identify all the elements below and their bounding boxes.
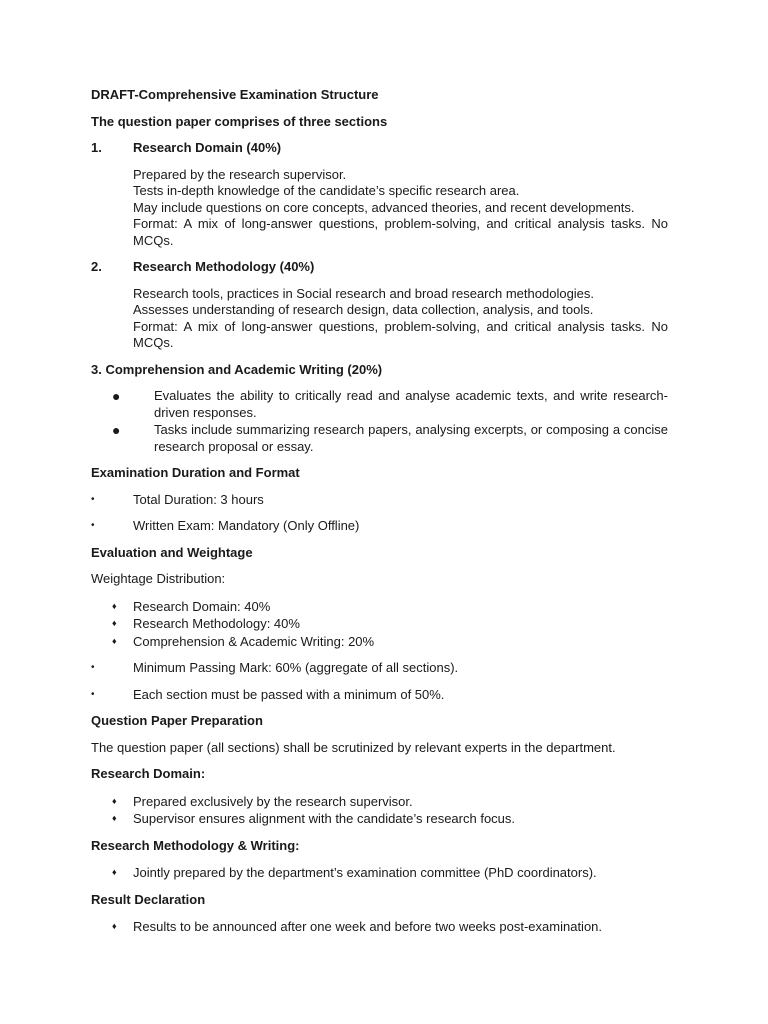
list-item xyxy=(91,660,668,677)
section-1-format-line: Format: A mix of long-answer questions, problem-solving, and critical analysis tasks. No xyxy=(133,216,668,231)
section-2-format-line: Format: A mix of long-answer questions, problem-solving, and critical analysis tasks. No xyxy=(133,318,668,334)
methodology-writing-heading: Research Methodology & Writing: xyxy=(91,837,300,853)
list-item-text: Research Domain: 40% xyxy=(133,598,271,614)
section-1-heading xyxy=(91,140,668,157)
preparation-heading: Question Paper Preparation xyxy=(91,713,263,728)
research-domain-list xyxy=(91,793,668,828)
list-item-text: Total Duration: 3 hours xyxy=(133,491,264,507)
list-item xyxy=(91,810,668,828)
section-1-body xyxy=(133,167,668,250)
evaluation-heading: Evaluation and Weightage xyxy=(91,544,253,560)
bullet-icon: ● xyxy=(112,388,121,404)
list-item xyxy=(91,687,668,704)
list-item-text: Prepared exclusively by the research supervisor. xyxy=(133,793,413,809)
bullet-icon: • xyxy=(91,688,95,700)
section-2-format-tail: MCQs. xyxy=(133,335,174,350)
list-item xyxy=(91,422,668,455)
duration-list xyxy=(91,492,668,535)
section-2-number: 2. xyxy=(91,259,102,274)
list-item xyxy=(91,864,668,882)
list-item xyxy=(91,518,668,535)
list-item xyxy=(91,793,668,811)
list-item xyxy=(91,633,668,651)
list-item xyxy=(91,918,668,936)
list-item-text: Minimum Passing Mark: 60% (aggregate of all sections). xyxy=(133,660,459,675)
section-3-heading: 3. Comprehension and Academic Writing (20%) xyxy=(91,361,383,377)
arrow-bullet-icon: ♦ xyxy=(112,921,117,931)
list-item xyxy=(91,492,668,509)
weightage-intro: Weightage Distribution: xyxy=(91,571,226,586)
section-1-format-tail: MCQs. xyxy=(133,232,174,248)
bullet-icon: • xyxy=(91,493,95,505)
section-1-line: Prepared by the research supervisor. xyxy=(133,166,347,182)
arrow-bullet-icon: ♦ xyxy=(112,600,117,611)
list-item xyxy=(91,615,668,633)
methodology-writing-list xyxy=(91,864,668,882)
arrow-bullet-icon: ♦ xyxy=(112,618,117,628)
duration-heading: Examination Duration and Format xyxy=(91,465,300,480)
document-title: DRAFT-Comprehensive Examination Structure xyxy=(91,87,379,102)
bullet-icon: • xyxy=(91,662,95,673)
result-list xyxy=(91,918,668,936)
section-2-title: Research Methodology (40%) xyxy=(133,259,315,274)
list-item-text: Jointly prepared by the department’s examination committee (PhD coordinators). xyxy=(133,865,597,880)
result-heading: Result Declaration xyxy=(91,891,206,907)
list-item-text: Evaluates the ability to critically read and analyse academic texts, and write research-driven responses. xyxy=(154,388,668,420)
research-domain-heading: Research Domain: xyxy=(91,766,206,781)
section-2-line: Assesses understanding of research design, data collection, analysis, and tools. xyxy=(133,302,594,317)
list-item xyxy=(91,388,668,421)
evaluation-list xyxy=(91,660,668,703)
intro-heading: The question paper comprises of three sections xyxy=(91,113,388,129)
list-item-text: Each section must be passed with a minimum of 50%. xyxy=(133,686,445,702)
list-item-text: Written Exam: Mandatory (Only Offline) xyxy=(133,518,360,533)
weightage-list xyxy=(91,598,668,651)
list-item-text: Research Methodology: 40% xyxy=(133,616,300,631)
section-1-number: 1. xyxy=(91,140,102,155)
section-2-line: Research tools, practices in Social research and broad research methodologies. xyxy=(133,285,595,301)
section-2-heading xyxy=(91,259,668,276)
bullet-icon: • xyxy=(91,520,95,531)
list-item-text: Tasks include summarizing research papers, analysing excerpts, or composing a concise research proposal or essay. xyxy=(154,422,668,454)
section-1-title: Research Domain (40%) xyxy=(133,140,282,155)
arrow-bullet-icon: ♦ xyxy=(112,813,117,823)
preparation-text: The question paper (all sections) shall be scrutinized by relevant experts in the department. xyxy=(91,739,616,755)
document-page xyxy=(91,87,668,946)
arrow-bullet-icon: ♦ xyxy=(112,795,117,806)
section-3-list xyxy=(91,388,668,455)
list-item-text: Results to be announced after one week and before two weeks post-examination. xyxy=(133,919,603,934)
list-item-text: Comprehension & Academic Writing: 20% xyxy=(133,633,375,649)
list-item-text: Supervisor ensures alignment with the candidate’s research focus. xyxy=(133,811,516,826)
bullet-icon: ● xyxy=(112,422,121,438)
list-item xyxy=(91,598,668,616)
section-1-line: May include questions on core concepts, advanced theories, and recent developments. xyxy=(133,199,635,215)
section-2-body xyxy=(133,286,668,352)
arrow-bullet-icon: ♦ xyxy=(112,635,117,646)
section-1-line: Tests in-depth knowledge of the candidate’s specific research area. xyxy=(133,183,520,198)
arrow-bullet-icon: ♦ xyxy=(112,867,117,877)
